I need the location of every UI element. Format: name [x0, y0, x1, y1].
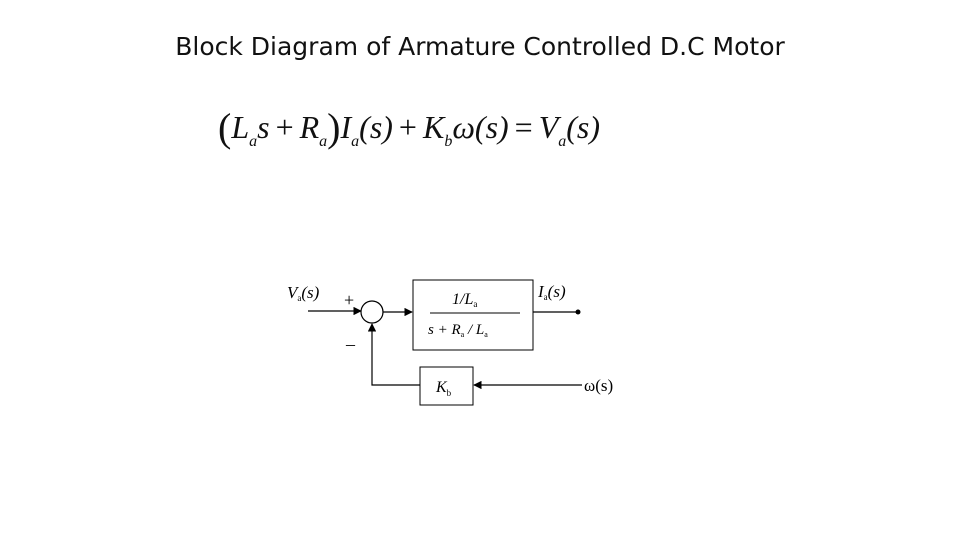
- eq-Va-arg: (s): [566, 109, 601, 145]
- open-paren: (: [218, 105, 232, 150]
- omega-label: ω(s): [584, 376, 614, 395]
- close-paren: ): [327, 105, 341, 150]
- eq-Ia-sub: a: [351, 133, 360, 150]
- page-title: Block Diagram of Armature Controlled D.C Motor: [175, 32, 785, 61]
- eq-Ia-arg: (s): [359, 109, 393, 145]
- eq-s: s: [257, 109, 270, 145]
- forward-numerator: 1/La: [452, 291, 478, 309]
- eq-omega: ω(s): [452, 109, 509, 145]
- eq-Ia: I: [340, 109, 352, 145]
- eq-La: L: [231, 109, 250, 145]
- output-dot: [576, 310, 581, 315]
- feedback-label: $K_b$: [436, 379, 452, 398]
- summing-junction: [361, 301, 383, 323]
- eq-Kb: K: [422, 109, 445, 145]
- minus-sign: –: [346, 334, 355, 354]
- eq-Ra-sub: a: [319, 133, 328, 150]
- eq-Va-sub: a: [558, 133, 567, 150]
- input-label: Va(s): [287, 283, 320, 303]
- eq-plus-1: +: [275, 109, 294, 145]
- block-diagram: [280, 268, 640, 418]
- eq-Va: V: [538, 109, 559, 145]
- eq-Ra: R: [299, 109, 320, 145]
- eq-plus-2: +: [398, 109, 417, 145]
- forward-denominator: $s + R_a / L_a$: [428, 322, 488, 339]
- output-label: Ia(s): [538, 282, 566, 302]
- eq-Kb-sub: b: [444, 133, 453, 150]
- eq-equals: =: [514, 109, 533, 145]
- eq-La-sub: a: [249, 133, 258, 150]
- plus-sign: +: [344, 290, 355, 310]
- armature-equation: [218, 105, 738, 168]
